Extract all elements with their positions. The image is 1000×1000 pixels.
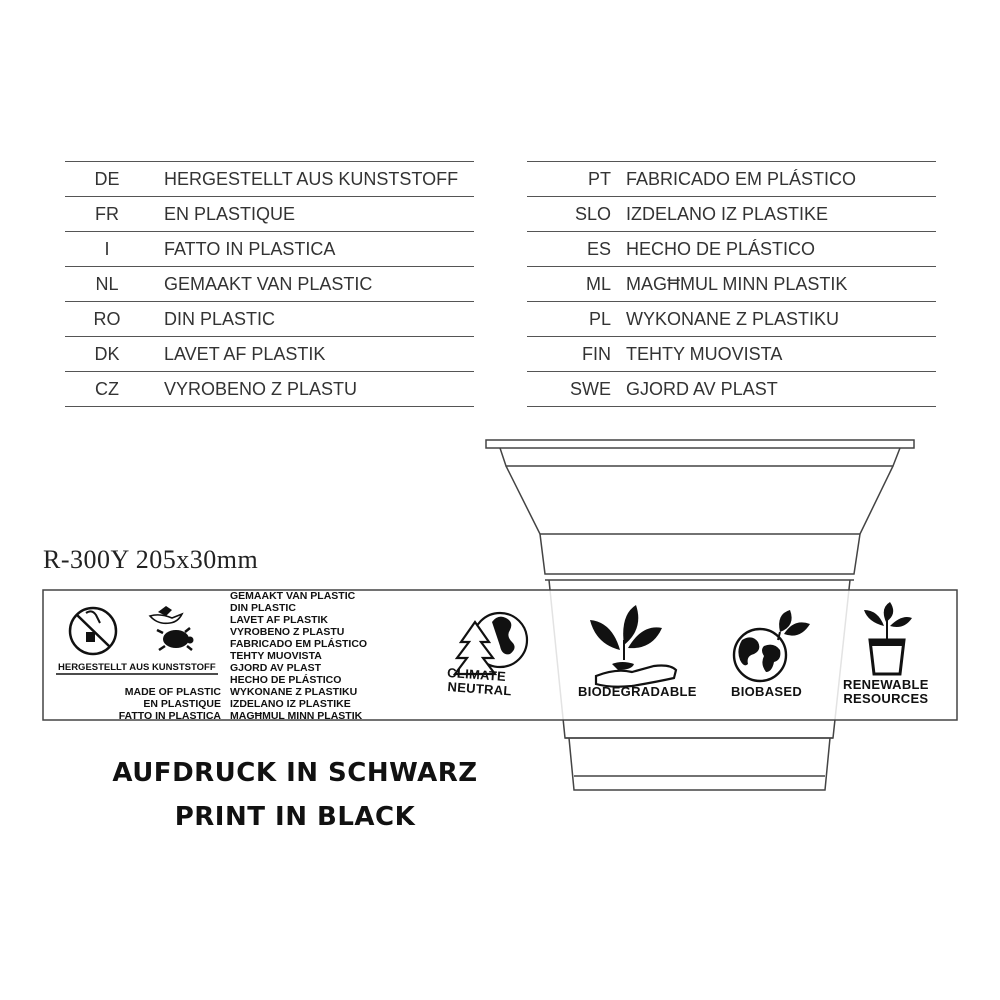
band-line: FATTO IN PLASTICA <box>118 710 221 722</box>
lang-code: I <box>104 238 110 259</box>
band-line: MADE OF PLASTIC <box>124 686 221 698</box>
cup-mid-body <box>540 534 860 574</box>
lang-code: FR <box>95 203 119 224</box>
lang-code: PT <box>587 168 611 189</box>
biobased-label: BIOBASED <box>731 684 803 699</box>
lang-code: ES <box>586 238 611 259</box>
lang-code: SLO <box>574 203 611 224</box>
lang-code: DE <box>94 168 120 189</box>
lang-phrase: EN PLASTIQUE <box>164 203 296 224</box>
cup-upper-body <box>500 448 900 466</box>
lang-phrase: MAGĦMUL MINN PLASTIK <box>626 273 848 294</box>
print-note-german: AUFDRUCK IN SCHWARZ <box>112 758 478 788</box>
band-line: GEMAAKT VAN PLASTIC <box>230 590 356 602</box>
lang-code: PL <box>588 308 611 329</box>
band-line: LAVET AF PLASTIK <box>230 614 328 626</box>
lang-phrase: IZDELANO IZ PLASTIKE <box>626 203 829 224</box>
climate-label-line2: NEUTRAL <box>447 679 513 699</box>
band-line: TEHTY MUOVISTA <box>230 650 322 662</box>
cup-flare <box>506 466 893 534</box>
lang-phrase: TEHTY MUOVISTA <box>626 343 783 364</box>
band-left-text <box>101 686 221 722</box>
lang-phrase: HERGESTELLT AUS KUNSTSTOFF <box>164 168 459 189</box>
renewable-label-line1: RENEWABLE <box>843 677 929 692</box>
hergestellt-label: HERGESTELLT AUS KUNSTSTOFF <box>58 662 216 673</box>
print-note-english: PRINT IN BLACK <box>174 802 416 832</box>
band-line: VYROBENO Z PLASTU <box>230 626 345 638</box>
spec-label: R-300Y 205x30mm <box>43 545 259 574</box>
lang-phrase: FABRICADO EM PLÁSTICO <box>626 168 857 189</box>
lang-phrase: WYKONANE Z PLASTIKU <box>626 308 840 329</box>
biodegradable-label: BIODEGRADABLE <box>578 684 697 699</box>
lang-code: FIN <box>582 343 611 364</box>
lang-phrase: VYROBENO Z PLASTU <box>164 378 358 399</box>
renewable-label-line2: RESOURCES <box>843 691 929 706</box>
lang-phrase: DIN PLASTIC <box>164 308 276 329</box>
band-right-text <box>230 590 367 722</box>
cup-foot <box>569 738 830 790</box>
band-line: IZDELANO IZ PLASTIKE <box>230 698 351 710</box>
band-line: EN PLASTIQUE <box>143 698 221 710</box>
band-line: DIN PLASTIC <box>230 602 296 614</box>
lang-phrase: LAVET AF PLASTIK <box>164 343 326 364</box>
lang-code: ML <box>585 273 611 294</box>
lang-phrase: HECHO DE PLÁSTICO <box>626 238 816 259</box>
lang-phrase: GEMAAKT VAN PLASTIC <box>164 273 373 294</box>
band-line: MAGĦMUL MINN PLASTIK <box>230 710 363 722</box>
band-line: GJORD AV PLAST <box>230 662 322 674</box>
lang-phrase: FATTO IN PLASTICA <box>164 238 336 259</box>
climate-label-line1: CLIMATE <box>446 664 507 685</box>
lang-code: SWE <box>569 378 611 399</box>
cup-rim <box>486 440 914 448</box>
renewable-resources-label <box>843 678 929 706</box>
lang-code: NL <box>95 273 119 294</box>
lang-code: RO <box>93 308 121 329</box>
band-line: WYKONANE Z PLASTIKU <box>230 686 358 698</box>
lang-phrase: GJORD AV PLAST <box>626 378 778 399</box>
lang-code: DK <box>94 343 120 364</box>
lang-code: CZ <box>95 378 119 399</box>
band-line: HECHO DE PLÁSTICO <box>230 674 342 686</box>
band-line: FABRICADO EM PLÁSTICO <box>230 638 368 650</box>
climate-neutral-label <box>439 666 513 699</box>
